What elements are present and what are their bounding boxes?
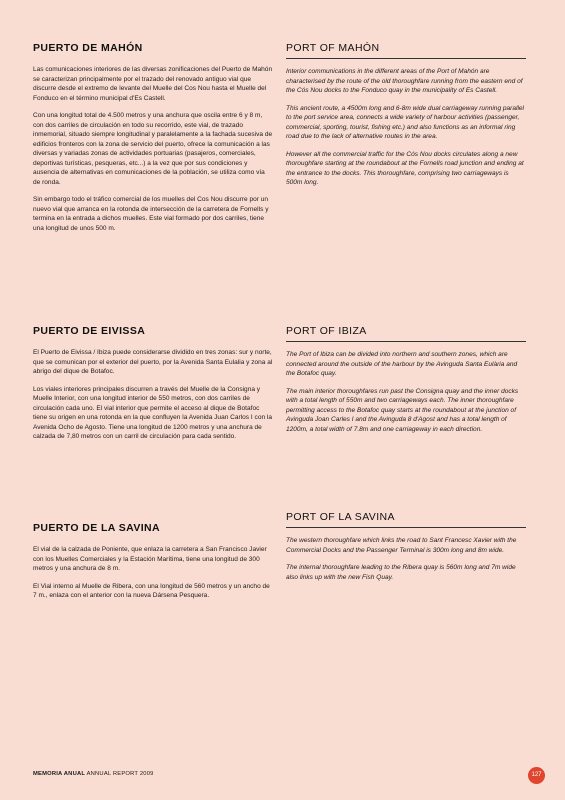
section-title: PORT OF MAHÓN [286,42,526,59]
paragraph: Interior communications in the different areas of the Port of Mahón are characterised by the route of the old thoroughfare running from the eastern end of the Cós Nou docks to the Fonduco quay in the municipality of Es Castell. [286,68,523,94]
page-number-badge: 127 [528,767,545,784]
paragraph: Con una longitud total de 4.500 metros y una anchura que oscila entre 6 y 8 m, con dos carriles de circulación en todo su recorrido, este vial, de trazado inmemorial, situado siempre longitudinal y paralelamente a la fachada sucesiva de edificios fronteros con la zona de servicio del puerto, ofrece la comunicación a las diversas y variadas zonas de actividades portuarias (pasajeros, comerciales, deportivas turísticas, pesqueras, etc...) a la vez que por sus condiciones y ausencia de alternativas en comunicaciones de la población, se utiliza como vía de ronda. [33,112,273,186]
section-title: PUERTO DE EIVISSA [33,325,146,337]
section-title: PUERTO DE LA SAVINA [33,522,161,534]
paragraph: The main interior thoroughfares run past the Consigna quay and the inner docks with a total length of 550m and two carriageways each. The inner thoroughfare permitting access to the Botafoc quay starts at the roundabout at the junction of Avinguda Joan Carles I and the Avinguda 8 d'Agost and has a total length of 1200m, a total width of 7.8m and one carriageway in each direction. [286,387,519,433]
section-mahon-es [33,42,273,241]
section-heading [286,325,526,342]
section-savina-en [286,511,526,590]
paragraph: Sin embargo todo el tráfico comercial de los muelles del Cos Nou discurre por un nuevo vial que arranca en la rotonda de intersección de la carretera de Fornells y termina en la entrada a dichos muelles. Este vial formado por dos carriles, tiene una longitud de unos 500 m. [33,196,269,232]
paragraph: The Port of Ibiza can be divided into northern and southern zones, which are connected around the outside of the harbour by the Avinguda Santa Eulària and the Botafoc quay. [286,351,518,377]
section-eivissa-es [33,325,273,450]
footer-report-subtitle: ANNUAL REPORT 2009 [86,771,154,777]
section-heading [286,511,526,528]
section-ibiza-en [286,325,526,442]
paragraph: El Puerto de Eivissa / Ibiza puede considerarse dividido en tres zonas: sur y norte, que se comunican por el exterior del puerto, por la Avenida Santa Eulalia y zona al abrigo del dique de Botafoc. [33,349,273,375]
section-savina-es [33,522,273,609]
section-mahon-en [286,42,526,196]
paragraph: Los viales interiores principales discurren a través del Muelle de la Consigna y Muelle Interior, con una longitud interior de 550 metros, con dos carriles de circulación cada uno. El vial interior que permite el acceso al dique de Botafoc tiene su origen en una rotonda en la que confluyen la Avenida Juan Carlos I con la Avenida Ocho de Agosto. Tiene una longitud de 1200 metros y una anchura de calzada de 7,80 metros con un carril de circulación para cada sentido. [33,385,273,440]
paragraph: The western thoroughfare which links the road to Sant Francesc Xavier with the Commercial Docks and the Passenger Terminal is 300m long and 8m wide. [286,537,517,554]
paragraph: This ancient route, a 4500m long and 6-8m wide dual carriageway running parallel to the port service area, connects a wide variety of harbour activities (passenger, commercial, sporting, tourist, fishing etc.) and also functions as an informal ring road due to the lack of alternative routes in the area. [286,104,525,140]
paragraph: The internal thoroughfare leading to the Ribera quay is 560m long and 7m wide also links up with the new Fish Quay. [286,564,516,581]
footer-report-title: MEMORIA ANUAL [33,771,86,777]
paragraph: Las comunicaciones interiores de las diversas zonificaciones del Puerto de Mahón se caracterizan principalmente por el trazado del renovado antiguo vial que discurre desde el extremo de levante del Muelle del Cos Nou hasta el Muelle del Fonduco en el término municipal d'Es Castell. [33,66,273,102]
section-title: PUERTO DE MAHÓN [33,42,143,54]
section-title: PORT OF LA SAVINA [286,511,526,528]
paragraph: El vial de la calzada de Poniente, que enlaza la carretera a San Francisco Javier con los Muelles Comerciales y la Estación Marítima, tiene una longitud de 300 metros y una anchura de 8 m. [33,546,267,572]
section-heading [286,42,526,59]
footer [33,771,154,777]
section-title: PORT OF IBIZA [286,325,526,342]
paragraph: However all the commercial traffic for the Cós Nou docks circulates along a new thoroughfare starting at the roundabout at the Fornells road junction and ending at the entrance to the docks. This thoroughfare, comprising two carriageways is 500m long. [286,150,524,186]
paragraph: El Vial interno al Muelle de Ribera, con una longitud de 560 metros y un ancho de 7 m., enlaza con el anterior con la nueva Dársena Pesquera. [33,582,270,599]
